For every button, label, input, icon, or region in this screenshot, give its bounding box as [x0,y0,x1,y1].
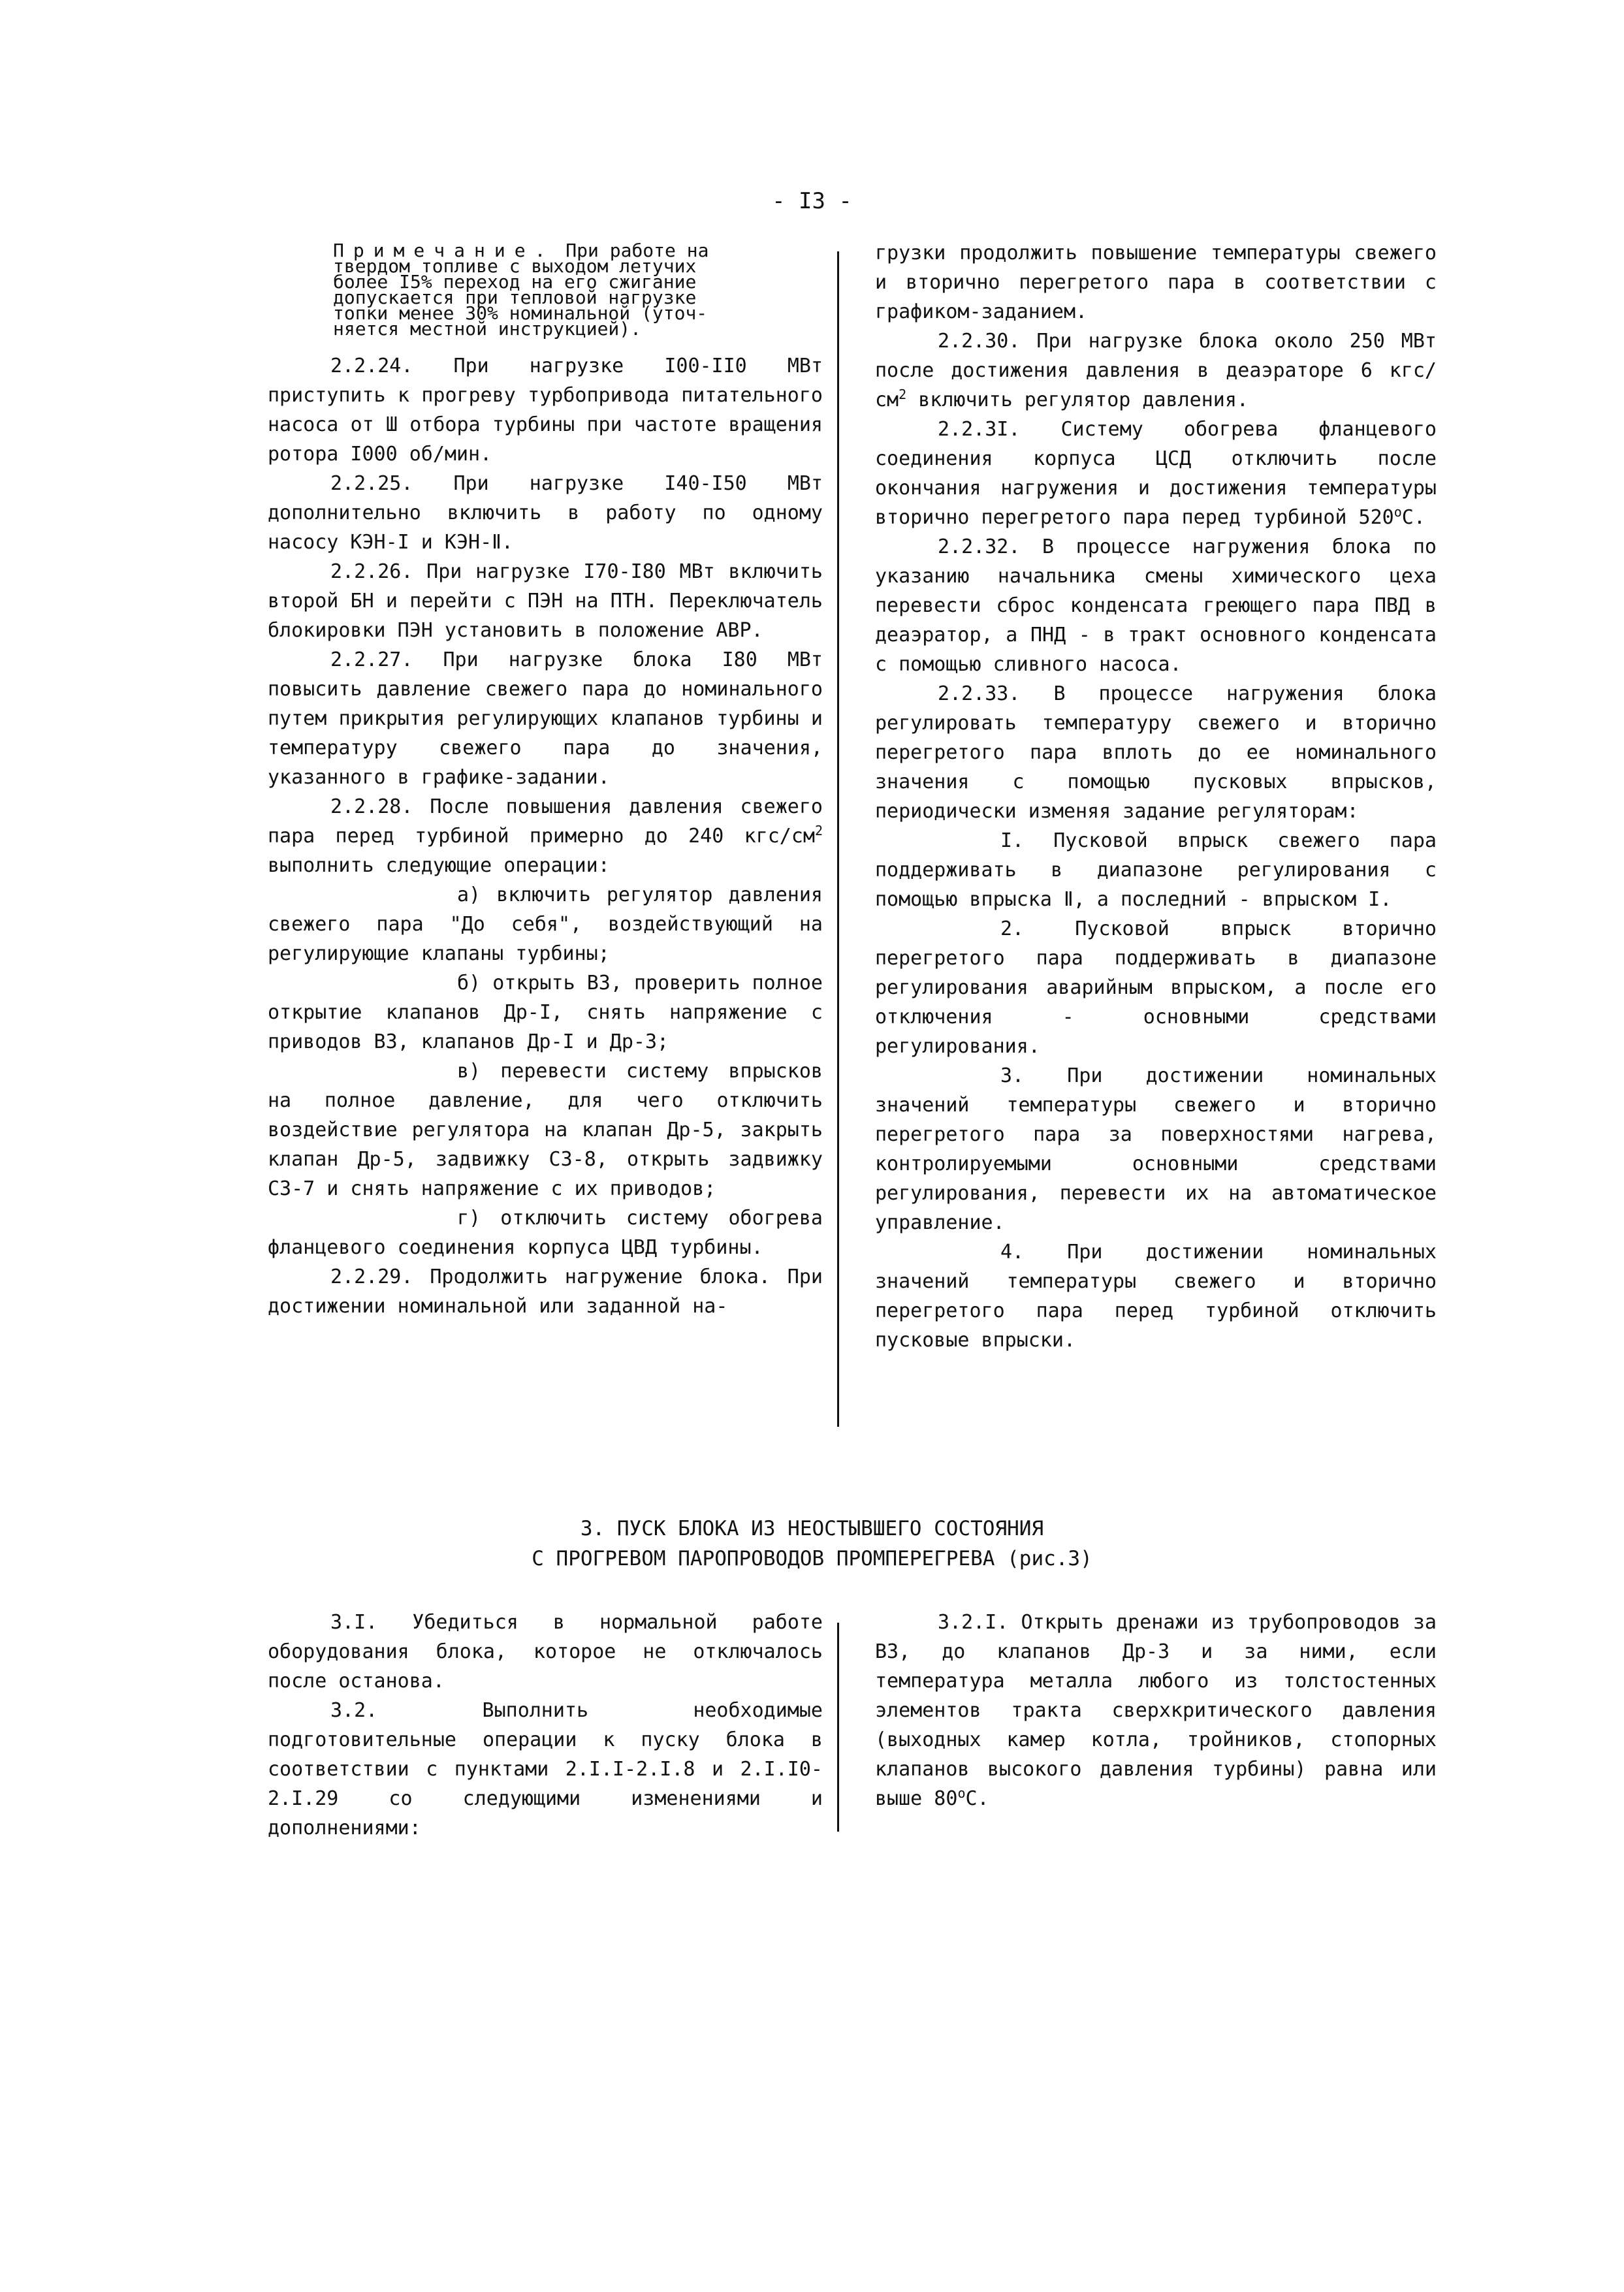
right-column-bottom [875,1608,1437,1813]
left-column-bottom [268,1608,823,1843]
p321-text: 3.2.I. Открыть дренажи из трубопроводов за ВЗ, до клапанов Др-3 и за ними, если температура металла любого из толстостенных элементов тракта сверхкритического давления (выходных камер котла, тройников, стопорных клапанов высокого давления турбины) равна или выше 80 [875,1611,1437,1810]
paragraph-2-2-31 [875,415,1437,532]
note-line: няется местной инструкцией). [333,318,642,340]
list-item-4: 4. При достижении номинальных значений температуры свежего и вторично перегретого пара перед турбиной отключить пусковые впрыски. [875,1241,1437,1352]
paragraph-3-2-1 [875,1608,1437,1813]
section-title-line2: С ПРОГРЕВОМ ПАРОПРОВОДОВ ПРОМПЕРЕГРЕВА (рис.3) [532,1547,1092,1570]
p321-tail: С. [965,1787,989,1810]
note-line: допускается при тепловой нагрузке [333,287,697,308]
right-column-top [875,238,1437,1355]
note-line: твердом топливе с выходом летучих [333,255,697,277]
column-divider-top [837,251,839,1427]
note-label: Примечание. [333,240,555,261]
note-lines [333,255,823,340]
paragraph-2-2-28 [268,792,823,880]
p2228-tail: выполнить следующие операции: [268,854,610,877]
note-line: более I5% переход на его сжигание [333,271,697,293]
column-divider-bottom [837,1623,839,1832]
section-title [0,1514,1624,1574]
p321-sup: o [957,1785,966,1801]
paragraph-2-2-33: 2.2.33. В процессе нагружения блока регулировать температуру свежего и вторично перегретого пара вплоть до ее номинального значения с помощью пусковых впрысков, периодически изменяя задание регуляторам: [875,682,1437,823]
paragraph-3-2: 3.2. Выполнить необходимые подготовительные операции к пуску блока в соответствии с пунктами 2.I.I-2.I.8 и 2.I.I0-2.I.29 со следующими изменениями и дополнениями: [268,1699,823,1839]
paragraph-3-1: 3.I. Убедиться в нормальной работе оборудования блока, которое не отключалось после останова. [268,1611,823,1693]
p2230-tail: включить регулятор давления. [906,389,1249,411]
page-number: - I3 - [772,188,852,214]
left-column-top [268,240,823,1321]
continuation-text: грузки продолжить повышение температуры свежего и вторично перегретого пара в соответствии с графиком-заданием. [875,242,1437,323]
p2228-text: 2.2.28. После повышения давления свежего пара перед турбиной примерно до 240 кгс/см [268,795,823,848]
paragraph-2-2-32: 2.2.32. В процессе нагружения блока по указанию начальника смены химического цеха перевести сброс конденсата греющего пара ПВД в деаэратор, а ПНД - в тракт основного конденсата с помощью сливного насоса. [875,535,1437,676]
p2230-text: 2.2.30. При нагрузке блока около 250 МВт после достижения давления в деаэраторе 6 кгс/см [875,330,1437,411]
section-title-line1: 3. ПУСК БЛОКА ИЗ НЕОСТЫВШЕГО СОСТОЯНИЯ [580,1517,1044,1540]
list-item-2: 2. Пусковой впрыск вторично перегретого пара поддерживать в диапазоне регулирования аварийным впрыском, а после его отключения - основными средствами регулирования. [875,917,1437,1058]
list-item-1: I. Пусковой впрыск свежего пара поддерживать в диапазоне регулирования с помощью впрыска Ⅱ, а последний - впрыском I. [875,829,1437,911]
note-line: топки менее 30% номинальной (уточ- [333,302,708,324]
note-first-line: При работе на [565,240,709,261]
p2230-sup: 2 [899,387,907,402]
p2231-sup: o [1393,504,1402,520]
operation-b: б) открыть ВЗ, проверить полное открытие клапанов Др-I, снять напряжение с приводов ВЗ, клапанов Др-I и Др-3; [268,972,823,1053]
paragraph-2-2-24: 2.2.24. При нагрузке I00-II0 МВт приступить к прогреву турбопривода питательного насоса от Ш отбора турбины при частоте вращения ротора I000 об/мин. [268,355,823,466]
operation-a: а) включить регулятор давления свежего пара "До себя", воздействующий на регулирующие клапаны турбины; [268,883,823,965]
p2228-sup: 2 [814,823,823,838]
p2231-tail: С. [1401,506,1425,529]
paragraph-2-2-27: 2.2.27. При нагрузке блока I80 МВт повысить давление свежего пара до номинального путем прикрытия регулирующих клапанов турбины и температуру свежего пара до значения, указанного в графике-задании. [268,648,823,789]
operation-g: г) отключить систему обогрева фланцевого соединения корпуса ЦВД турбины. [268,1207,823,1259]
paragraph-2-2-30 [875,326,1437,415]
paragraph-2-2-29: 2.2.29. Продолжить нагружение блока. При достижении номинальной или заданной на- [268,1265,823,1318]
operation-v: в) перевести систему впрысков на полное давление, для чего отключить воздействие регулятора на клапан Др-5, закрыть клапан Др-5, задвижку СЗ-8, открыть задвижку СЗ-7 и снять напряжение с их приводов; [268,1060,823,1200]
paragraph-2-2-25: 2.2.25. При нагрузке I40-I50 МВт дополнительно включить в работу по одному насосу КЭН-I и КЭН-Ⅱ. [268,472,823,554]
p2231-text: 2.2.3I. Систему обогрева фланцевого соединения корпуса ЦСД отключить после окончания нагружения и достижения температуры вторично перегретого пара перед турбиной 520 [875,418,1437,529]
list-item-3: 3. При достижении номинальных значений температуры свежего и вторично перегретого пара за поверхностями нагрева, контролируемыми основными средствами регулирования, перевести их на автоматическое управление. [875,1064,1437,1234]
paragraph-2-2-26: 2.2.26. При нагрузке I70-I80 МВт включить второй БН и перейти с ПЭН на ПТН. Переключатель блокировки ПЭН установить в положение АВР. [268,560,823,642]
